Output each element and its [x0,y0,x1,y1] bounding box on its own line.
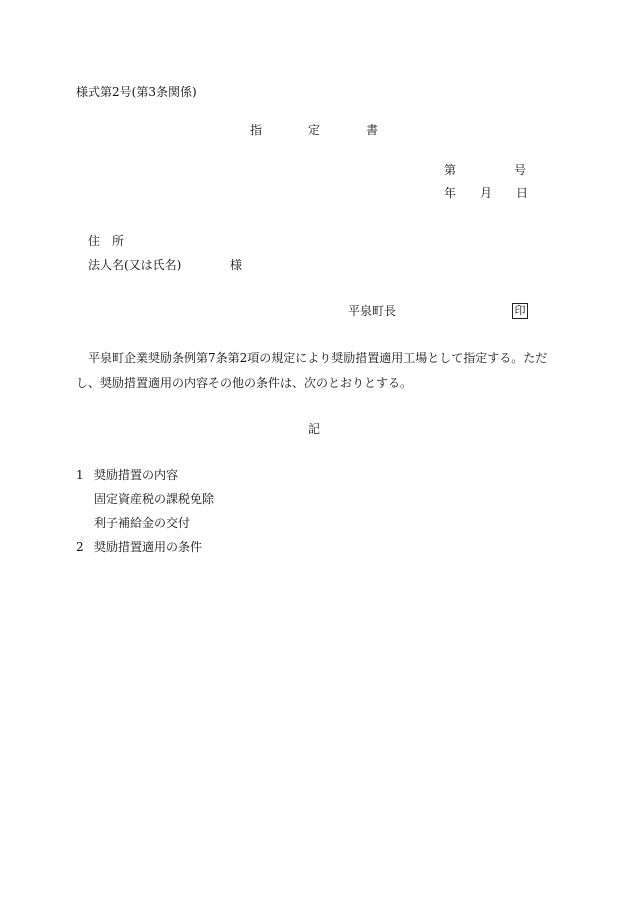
item-number: 1 [76,468,84,482]
date-year: 年 [444,186,457,200]
item-text: 奨励措置適用の条件 [94,540,203,554]
number-prefix: 第 [444,163,457,177]
date-day: 日 [516,186,529,200]
body-paragraph: 平泉町企業奨励条例第7条第2項の規定により奨励措置適用工場として指定する。ただし、奨励措置適用の内容その他の条件は、次のとおりとする。 [76,351,548,390]
number-suffix: 号 [514,163,527,177]
notes-heading: 記 [308,422,321,436]
date-month: 月 [480,186,493,200]
address-label: 住 所 [88,234,125,248]
title-char-1: 指 [250,123,263,137]
seal-mark: 印 [512,303,528,319]
title-char-3: 書 [366,123,379,137]
title-char-2: 定 [308,123,321,137]
issuer-title: 平泉町長 [348,304,397,318]
item-text: 奨励措置の内容 [94,468,179,482]
form-label: 様式第2号(第3条関係) [76,85,197,99]
seal-wrapper [512,302,528,319]
item-text: 利子補給金の交付 [94,516,191,530]
item-text: 固定資産税の課税免除 [94,492,215,506]
name-label: 法人名(又は氏名) [88,258,182,272]
item-number: 2 [76,540,84,554]
honorific: 様 [230,258,243,272]
